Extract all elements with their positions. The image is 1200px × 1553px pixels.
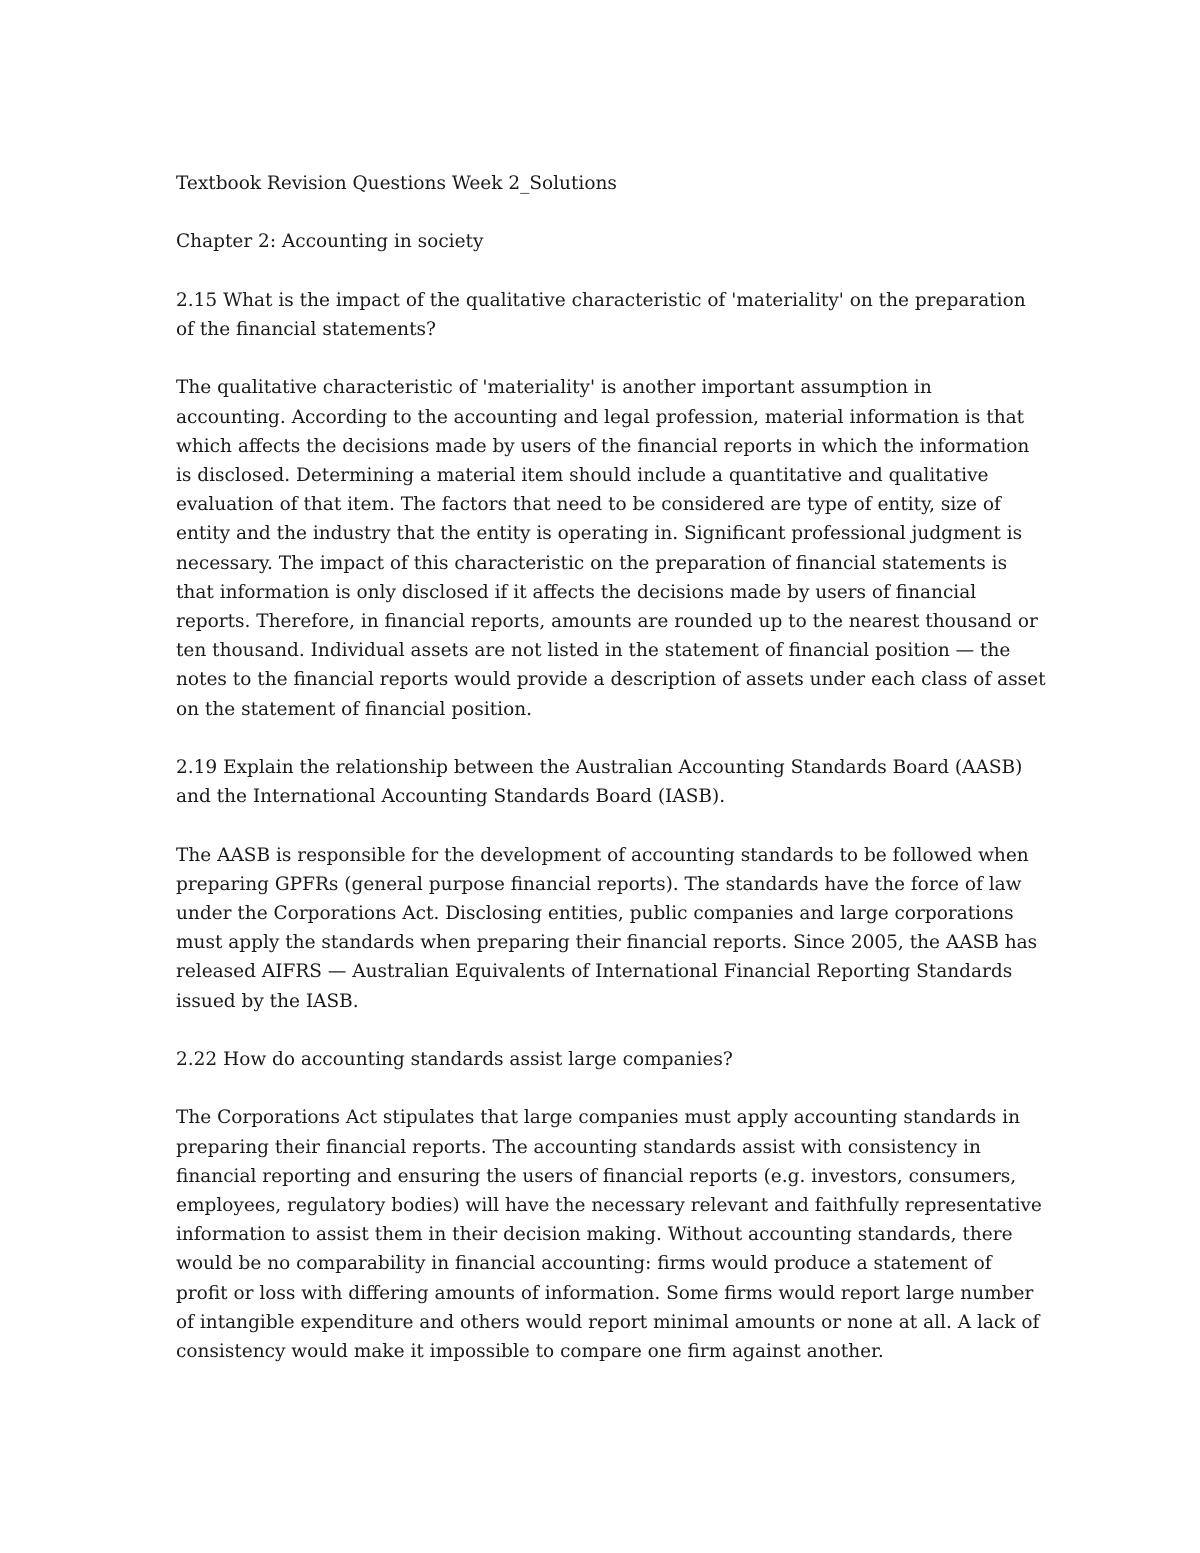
question-2-15: 2.15 What is the impact of the qualitative characteristic of 'materiality' on the preparation of the financial statements? [176, 289, 1026, 340]
answer-2-19: The AASB is responsible for the development of accounting standards to be followed when preparing GPFRs (general purpose financial reports). The standards have the force of law under the Corporations Act. Disclosing entities, public companies and large corporations must apply the standards when preparing their financial reports. Since 2005, the AASB has released AIFRS — Australian Equivalents of International Financial Reporting Standards issued by the IASB. [176, 844, 1038, 1012]
question-2-19: 2.19 Explain the relationship between the Australian Accounting Standards Board (AASB) and the International Accounting Standards Board (IASB). [176, 757, 1023, 808]
chapter-heading: Chapter 2: Accounting in society [176, 231, 484, 253]
question-2-22: 2.22 How do accounting standards assist large companies? [176, 1049, 733, 1070]
answer-2-22: The Corporations Act stipulates that large companies must apply accounting standards in preparing their financial reports. The accounting standards assist with consistency in financial reporting and ensuring the users of financial reports (e.g. investors, consumers, employees, regulatory bodies) will have the necessary relevant and faithfully representative information to assist them in their decision making. Without accounting standards, there would be no comparability in financial accounting: firms would produce a statement of profit or loss with differing amounts of information. Some firms would report large number of intangible expenditure and others would report minimal amounts or none at all. A lack of consistency would make it impossible to compare one firm against another. [176, 1107, 1042, 1363]
document-title: Textbook Revision Questions Week 2_Solutions [176, 173, 617, 194]
answer-2-15: The qualitative characteristic of 'materiality' is another important assumption in accounting. According to the accounting and legal profession, material information is that which affects the decisions made by users of the financial reports in which the information is disclosed. Determining a material item should include a quantitative and qualitative evaluation of that item. The factors that need to be considered are type of entity, size of entity and the industry that the entity is operating in. Significant professional judgment is necessary. The impact of this characteristic on the preparation of financial statements is that information is only disclosed if it affects the decisions made by users of financial reports. Therefore, in financial reports, amounts are rounded up to the nearest thousand or ten thousand. Individual assets are not listed in the statement of financial position — the notes to the financial reports would provide a description of assets under each class of asset on the statement of financial position. [176, 377, 1046, 720]
document-body [176, 169, 1046, 1395]
